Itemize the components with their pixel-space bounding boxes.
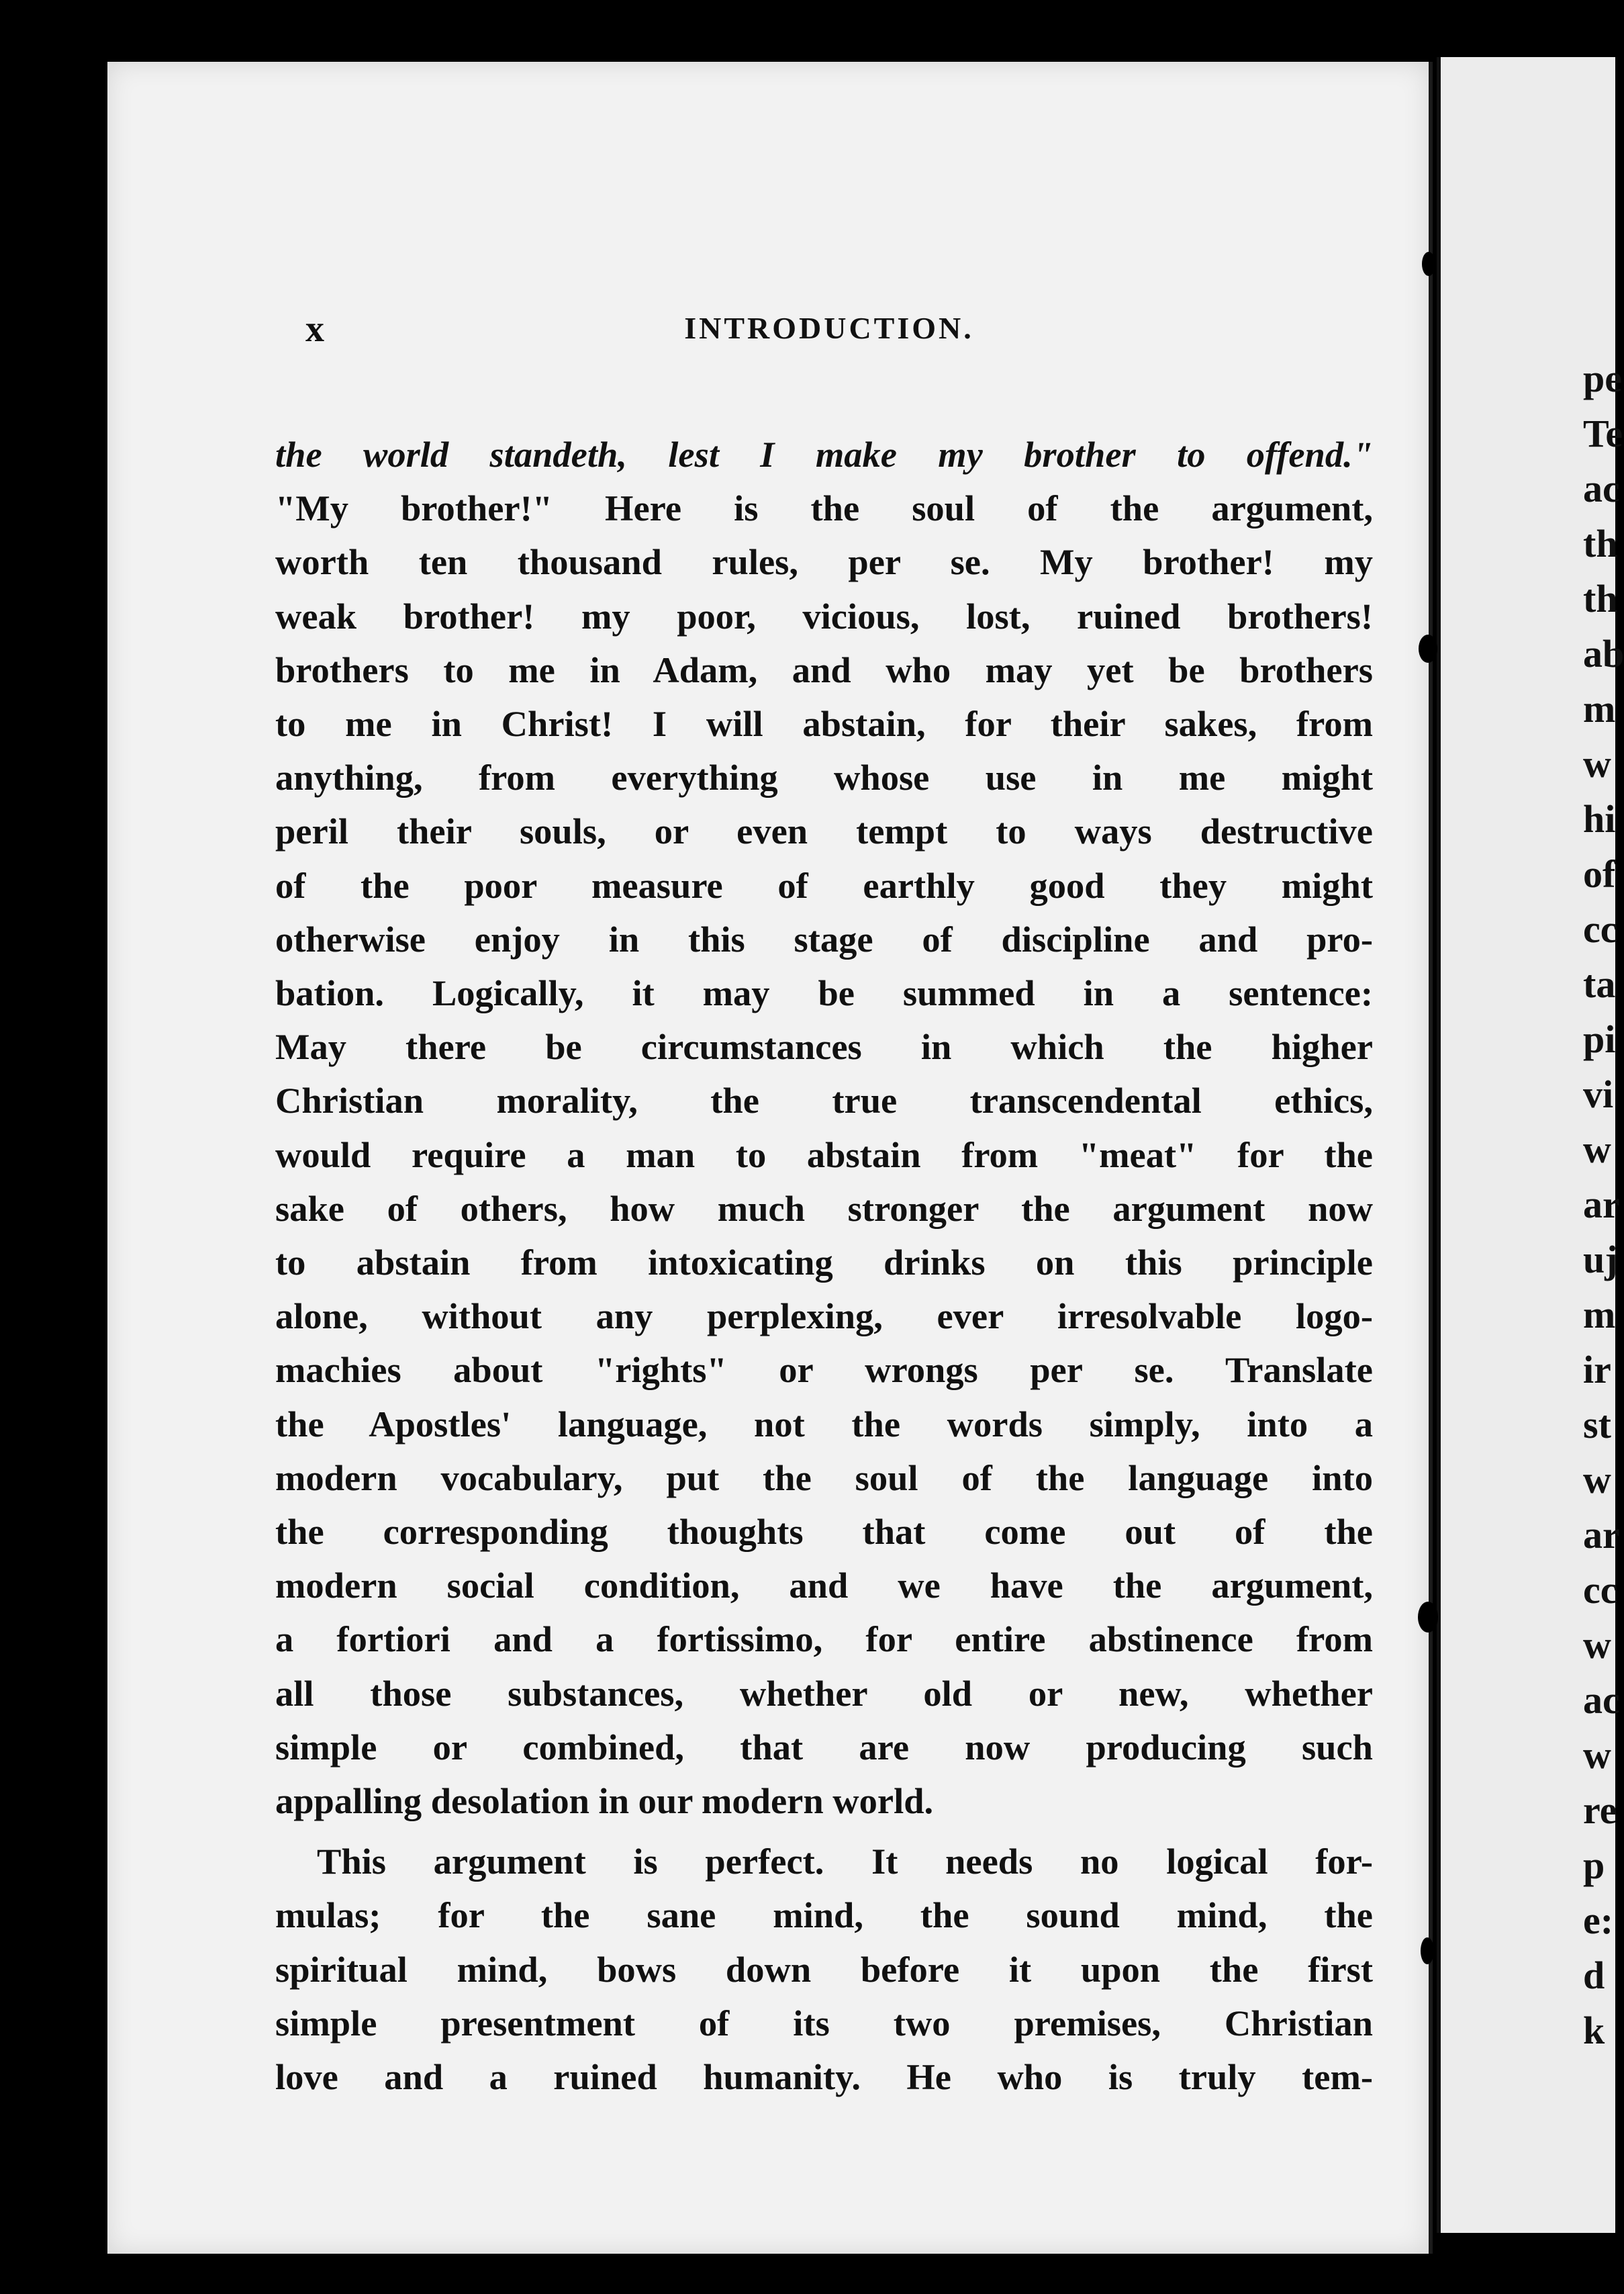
text-line: simple presentment of its two premises, Christian bbox=[275, 2002, 1373, 2044]
text-line: to me in Christ! I will abstain, for their sakes, from bbox=[275, 703, 1373, 745]
text-line: machies about "rights" or wrongs per se. Translate bbox=[275, 1349, 1373, 1391]
facing-page-fragment: ir bbox=[1583, 1348, 1611, 1391]
facing-page-fragment: cc bbox=[1583, 1568, 1618, 1612]
facing-page-fragment: w bbox=[1583, 742, 1611, 786]
text-line: a fortiori and a fortissimo, for entire abstinence from bbox=[275, 1618, 1373, 1660]
facing-page-fragment: p bbox=[1583, 1843, 1605, 1887]
text-line: May there be circumstances in which the higher bbox=[275, 1026, 1373, 1068]
text-line: brothers to me in Adam, and who may yet be brothers bbox=[275, 649, 1373, 690]
binding-hole bbox=[1418, 1602, 1438, 1633]
text-line: all those substances, whether old or new, whether bbox=[275, 1672, 1373, 1714]
facing-page-fragment: pe bbox=[1583, 357, 1622, 400]
page-number: x bbox=[305, 308, 324, 350]
facing-page-fragment: ar bbox=[1583, 1513, 1620, 1557]
text-line: the world standeth, lest I make my brother to offend." bbox=[275, 434, 1373, 475]
text-line: otherwise enjoy in this stage of discipline and pro- bbox=[275, 918, 1373, 960]
facing-page-fragment: st bbox=[1583, 1403, 1611, 1447]
text-line: weak brother! my poor, vicious, lost, ruined brothers! bbox=[275, 595, 1373, 637]
facing-page-fragment: Te bbox=[1583, 412, 1623, 455]
running-title: INTRODUCTION. bbox=[684, 311, 974, 345]
text-line: This argument is perfect. It needs no logical for- bbox=[317, 1841, 1373, 1882]
facing-page-fragment: w bbox=[1583, 1623, 1611, 1667]
text-line: worth ten thousand rules, per se. My brother! my bbox=[275, 541, 1373, 583]
facing-page-fragment: th bbox=[1583, 522, 1618, 565]
facing-page-fragment: w bbox=[1583, 1733, 1611, 1777]
text-line: to abstain from intoxicating drinks on this principle bbox=[275, 1242, 1373, 1283]
facing-page-fragment: th bbox=[1583, 577, 1618, 621]
facing-page-fragment: vi bbox=[1583, 1072, 1614, 1116]
text-line: peril their souls, or even tempt to ways destructive bbox=[275, 811, 1373, 852]
facing-page-fragment: w bbox=[1583, 1458, 1611, 1502]
facing-page-fragment: k bbox=[1583, 2009, 1605, 2052]
book-page bbox=[107, 62, 1433, 2254]
text-line: modern vocabulary, put the soul of the language into bbox=[275, 1457, 1373, 1498]
facing-page-fragment: m bbox=[1583, 687, 1616, 731]
facing-page-fragment: ta bbox=[1583, 962, 1616, 1006]
text-line: bation. Logically, it may be summed in a sentence: bbox=[275, 972, 1373, 1014]
facing-page-fragment: pi bbox=[1583, 1017, 1616, 1061]
body-text bbox=[275, 428, 1373, 2104]
binding-hole bbox=[1421, 1937, 1434, 1964]
facing-page-fragment: ac bbox=[1583, 467, 1620, 510]
text-line: modern social condition, and we have the argument, bbox=[275, 1565, 1373, 1606]
text-line: simple or combined, that are now producing such bbox=[275, 1726, 1373, 1768]
text-line: appalling desolation in our modern world. bbox=[275, 1780, 934, 1822]
facing-page-fragment: hi bbox=[1583, 797, 1616, 841]
text-line: alone, without any perplexing, ever irresolvable logo- bbox=[275, 1295, 1373, 1337]
facing-page-fragment: e: bbox=[1583, 1898, 1614, 1942]
text-line: sake of others, how much stronger the argument now bbox=[275, 1187, 1373, 1229]
facing-page-fragment: uj bbox=[1583, 1238, 1618, 1281]
facing-page-fragment: of bbox=[1583, 852, 1616, 896]
facing-page-fragment: w bbox=[1583, 1128, 1611, 1171]
text-line: would require a man to abstain from "meat" for the bbox=[275, 1134, 1373, 1175]
text-line: Christian morality, the true transcendental ethics, bbox=[275, 1080, 1373, 1121]
text-line: love and a ruined humanity. He who is truly tem- bbox=[275, 2056, 1373, 2098]
facing-page-fragment: m bbox=[1583, 1293, 1616, 1336]
text-line: of the poor measure of earthly good they might bbox=[275, 864, 1373, 906]
facing-page-fragment: ar bbox=[1583, 1183, 1620, 1226]
facing-page-fragment: ab bbox=[1583, 632, 1624, 676]
facing-page-fragment: d bbox=[1583, 1954, 1605, 1997]
text-line: the corresponding thoughts that come out of the bbox=[275, 1511, 1373, 1553]
facing-page-fragment: cc bbox=[1583, 907, 1618, 951]
text-line: "My brother!" Here is the soul of the argument, bbox=[275, 488, 1373, 529]
text-line: mulas; for the sane mind, the sound mind, the bbox=[275, 1894, 1373, 1936]
page-header bbox=[305, 301, 1353, 355]
facing-page-edge bbox=[1437, 57, 1624, 2233]
facing-page-fragment: ac bbox=[1583, 1678, 1620, 1722]
binding-hole bbox=[1419, 635, 1437, 663]
facing-page-fragment: re bbox=[1583, 1788, 1617, 1832]
binding-hole bbox=[1422, 252, 1435, 276]
text-line: anything, from everything whose use in me might bbox=[275, 757, 1373, 798]
text-line: spiritual mind, bows down before it upon the first bbox=[275, 1948, 1373, 1990]
text-line: the Apostles' language, not the words simply, into a bbox=[275, 1403, 1373, 1444]
